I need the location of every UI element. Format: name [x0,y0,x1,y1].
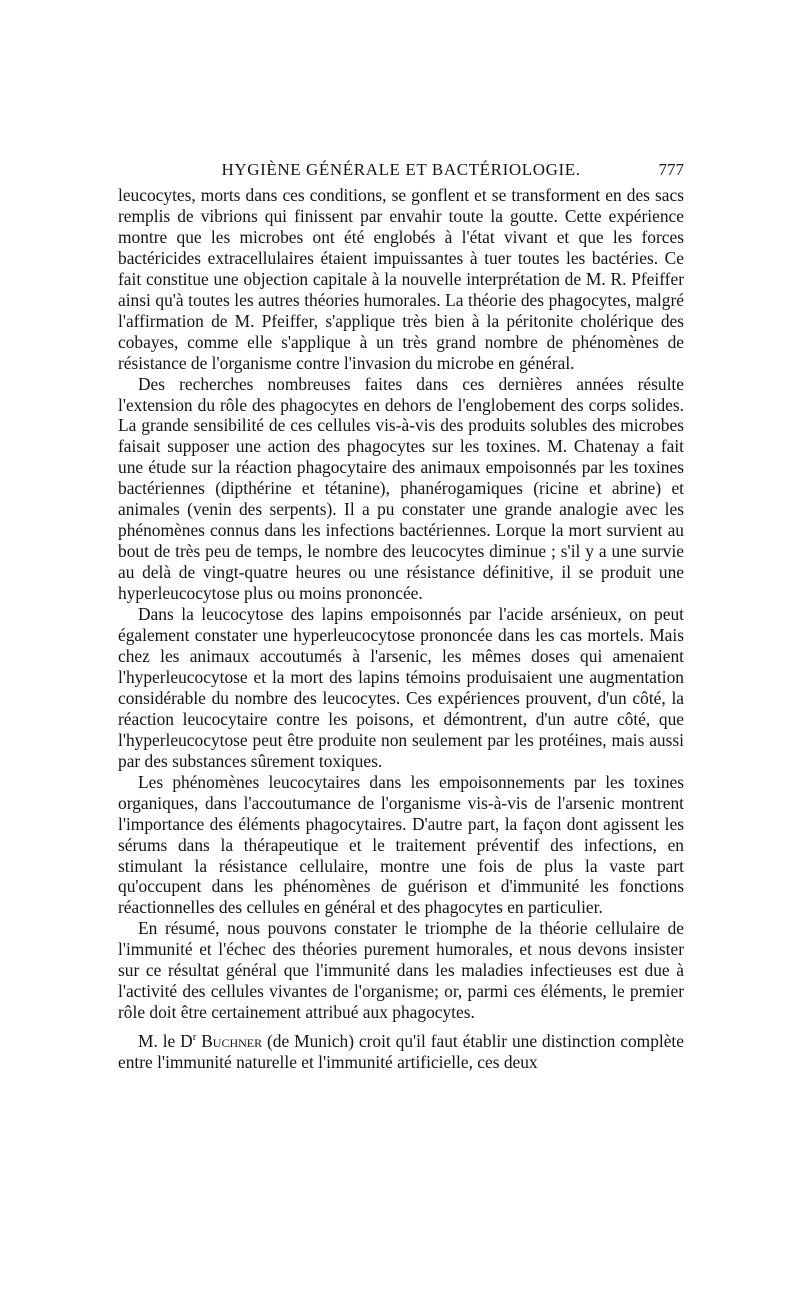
paragraph-buchner [118,1031,684,1073]
speaker-name: Buchner [201,1031,263,1052]
paragraph-arsenic: Dans la leucocytose des lapins empoisonnés par l'acide arsénieux, on peut également constater une hyperleucocytose prononcée dans les cas mortels. Mais chez les animaux accoutumés à l'arsenic, les mêmes doses qui amenaient l'hyperleucocytose et la mort des lapins témoins produisaient une augmentation considérable du nombre des leucocytes. Ces expériences prouvent, d'un côté, la réaction leucocytaire contre les poisons, et démontrent, d'un autre côté, que l'hyperleucocytose peut être produite non seulement par les protéines, mais aussi par des substances sûrement toxiques. [118,604,684,771]
running-head [118,160,684,184]
paragraph-resume: En résumé, nous pouvons constater le triomphe de la théorie cellulaire de l'immunité et l'échec des théories purement humorales, et nous devons insister sur ce résultat général que l'immunité dans les maladies infectieuses est due à l'activité des cellules vivantes de l'organisme; or, parmi ces éléments, le premier rôle doit être certainement attribué aux phagocytes. [118,918,684,1023]
paragraph-leucocytes-toxines: Des recherches nombreuses faites dans ces dernières années résulte l'extension du rôle des phagocytes en dehors de l'englobement des corps solides. La grande sensibilité de ces cellules vis-à-vis des produits solubles des microbes faisait supposer une action des phagocytes sur les toxines. M. Chatenay a fait une étude sur la réaction phagocytaire des animaux empoisonnés par les toxines bactériennes (dipthérine et tétanine), phanérogamiques (ricine et abrine) et animales (venin des serpents). Il a pu constater une grande analogie avec les phénomènes connus dans les infections bactériennes. Lorque la mort survient au bout de très peu de temps, le nombre des leucocytes diminue ; s'il y a une survie au delà de vingt-quatre heures ou une résistance définitive, il se produit une hyperleucocytose plus ou moins prononcée. [118,373,684,604]
body-text [118,185,684,1073]
buchner-text: (de Munich) croit qu'il faut établir une distinction complète entre l'immunité naturelle et l'immunité artificielle, ces deux [118,1031,684,1073]
speaker-title-superscript: r [192,1031,197,1044]
page-number: 777 [658,160,684,179]
running-title: HYGIÈNE GÉNÉRALE ET BACTÉRIOLOGIE. [221,160,581,179]
speaker-title: M. le D [138,1031,193,1052]
paragraph-phenomenes-leucocytaires: Les phénomènes leucocytaires dans les empoisonnements par les toxines organiques, dans l'accoutumance de l'organisme vis-à-vis de l'arsenic montrent l'importance des éléments phagocytaires. D'autre part, la façon dont agissent les sérums dans la thérapeutique et le traitement préventif des infections, en stimulant la résistance cellulaire, montre une fois de plus la vaste part qu'occupent dans les phénomènes de guérison et d'immunité les fonctions réactionnelles des cellules en général et des phagocytes en particulier. [118,771,684,918]
paragraph-continuation: leucocytes, morts dans ces conditions, se gonflent et se transforment en des sacs remplis de vibrions qui finissent par envahir toute la goutte. Cette expérience montre que les microbes ont été englobés à l'état vivant et que les forces bactéricides extracellulaires étaient impuissantes à tuer toutes les bactéries. Ce fait constitue une objection capitale à la nouvelle interprétation de M. R. Pfeiffer ainsi qu'à toutes les autres théories humorales. La théorie des phagocytes, malgré l'affirmation de M. Pfeiffer, s'applique très bien à la péritonite cholérique des cobayes, comme elle s'applique à un très grand nombre de phénomènes de résistance de l'organisme contre l'invasion du microbe en général. [118,185,684,373]
